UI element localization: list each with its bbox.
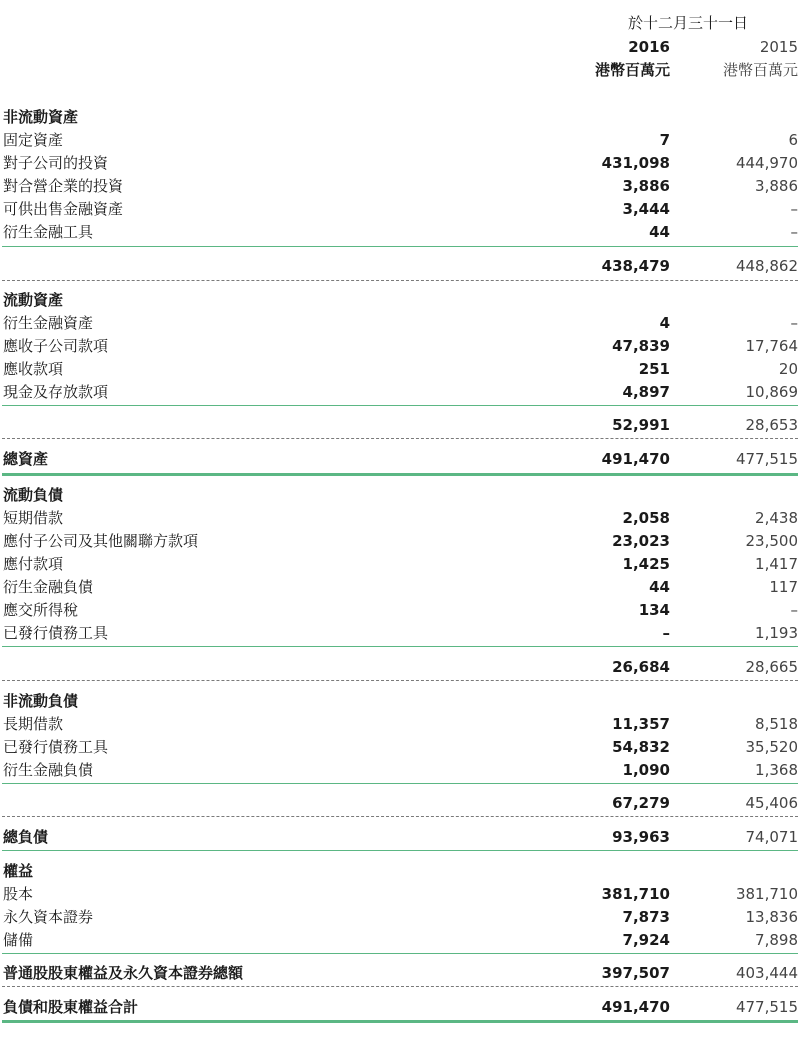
value-2015: 381,710 [735,885,798,903]
value-2015: 23,500 [745,532,798,550]
row-label: 長期借款 [3,715,64,733]
value-2016: 3,444 [622,200,670,218]
value-2015: 6 [788,131,798,149]
value-2016: 47,839 [612,337,670,355]
value-2016: 44 [649,223,670,241]
row-label: 固定資產 [3,131,64,149]
value-2015: – [790,314,798,332]
subtotal-row [0,414,800,437]
value-2015: 3,886 [755,177,798,195]
row-label: 現金及存放款項 [3,383,109,401]
value-2016: 52,991 [612,416,670,434]
table-row [0,152,800,175]
value-2015: 8,518 [755,715,798,733]
value-2016: – [662,624,670,642]
value-2016: 2,058 [622,509,670,527]
value-2016: 431,098 [601,154,670,172]
table-row [0,221,800,244]
value-2015: 477,515 [735,450,798,468]
row-label: 短期借款 [3,509,64,527]
value-2016: 1,425 [622,555,670,573]
table-row [0,883,800,906]
section-heading [0,106,800,129]
row-label: 總負債 [3,828,49,846]
value-2015: 35,520 [745,738,798,756]
value-2015: 1,193 [755,624,798,642]
section-heading [0,690,800,713]
row-label: 永久資本證券 [3,908,94,926]
value-2015: 1,417 [755,555,798,573]
period-header: 於十二月三十一日 [627,14,748,32]
table-row [0,530,800,553]
year-current-header: 2016 [628,38,670,56]
value-2016: 4 [659,314,670,332]
table-row [0,759,800,782]
value-2015: 28,653 [745,416,798,434]
table-row [0,576,800,599]
value-2015: 13,836 [745,908,798,926]
value-2016: 44 [649,578,670,596]
dashed-separator [2,680,798,681]
table-row [0,358,800,381]
row-label: 已發行債務工具 [3,738,109,756]
total-row [0,962,800,985]
value-2015: 7,898 [755,931,798,949]
dashed-separator [2,816,798,817]
row-label: 已發行債務工具 [3,624,109,642]
value-2016: 26,684 [612,658,670,676]
rule-separator [2,850,798,851]
row-label: 權益 [3,862,34,880]
table-row [0,599,800,622]
value-2015: 448,862 [735,257,798,275]
value-2016: 397,507 [601,964,670,982]
rule-separator [2,783,798,784]
row-label: 負債和股東權益合計 [3,998,139,1016]
dashed-separator [2,438,798,439]
unit-prior-header: 港幣百萬元 [722,61,798,79]
dashed-separator [2,280,798,281]
rule-separator [2,646,798,647]
value-2015: 117 [769,578,798,596]
rule-separator [2,473,798,476]
row-label: 衍生金融工具 [3,223,94,241]
table-row [0,381,800,404]
value-2015: 1,368 [755,761,798,779]
value-2016: 23,023 [612,532,670,550]
row-label: 應收款項 [3,360,64,378]
row-label: 對合營企業的投資 [3,177,124,195]
table-row [0,198,800,221]
value-2016: 54,832 [612,738,670,756]
table-row [0,129,800,152]
value-2016: 251 [638,360,670,378]
row-label: 非流動資產 [3,108,79,126]
year-prior-header: 2015 [759,38,798,56]
table-row [0,175,800,198]
value-2016: 7,873 [622,908,670,926]
value-2015: – [790,223,798,241]
row-label: 應交所得稅 [3,601,79,619]
unit-current-header: 港幣百萬元 [594,61,670,79]
row-label: 流動負債 [3,486,64,504]
value-2016: 438,479 [601,257,670,275]
value-2016: 3,886 [622,177,670,195]
total-row [0,448,800,471]
value-2016: 4,897 [622,383,670,401]
section-heading [0,289,800,312]
row-label: 衍生金融負債 [3,761,94,779]
row-label: 應收子公司款項 [3,337,109,355]
value-2015: 28,665 [745,658,798,676]
dashed-separator [2,986,798,987]
subtotal-row [0,656,800,679]
value-2015: 477,515 [735,998,798,1016]
value-2016: 134 [638,601,670,619]
table-row [0,622,800,645]
row-label: 總資產 [3,450,49,468]
value-2015: 17,764 [745,337,798,355]
rule-separator [2,953,798,954]
row-label: 應付子公司及其他關聯方款項 [3,532,199,550]
table-row [0,553,800,576]
value-2016: 7,924 [622,931,670,949]
rule-separator [2,246,798,247]
table-row [0,906,800,929]
row-label: 對子公司的投資 [3,154,109,172]
value-2015: 403,444 [735,964,798,982]
rule-separator [2,1020,798,1023]
total-row [0,826,800,849]
value-2016: 1,090 [622,761,670,779]
value-2016: 93,963 [612,828,670,846]
value-2015: 444,970 [735,154,798,172]
section-heading [0,484,800,507]
table-row [0,335,800,358]
value-2016: 11,357 [612,715,670,733]
value-2016: 491,470 [601,450,670,468]
table-row [0,507,800,530]
value-2016: 67,279 [612,794,670,812]
section-heading [0,860,800,883]
subtotal-row [0,792,800,815]
value-2015: 74,071 [745,828,798,846]
table-row [0,736,800,759]
table-row [0,312,800,335]
value-2016: 7 [659,131,670,149]
table-row [0,713,800,736]
row-label: 非流動負債 [3,692,79,710]
row-label: 可供出售金融資產 [3,200,124,218]
value-2015: 2,438 [755,509,798,527]
total-row [0,996,800,1019]
value-2015: – [790,200,798,218]
value-2015: 10,869 [745,383,798,401]
row-label: 應付款項 [3,555,64,573]
value-2015: – [790,601,798,619]
rule-separator [2,405,798,406]
row-label: 普通股股東權益及永久資本證券總額 [3,964,244,982]
value-2016: 381,710 [601,885,670,903]
row-label: 流動資產 [3,291,64,309]
subtotal-row [0,255,800,278]
row-label: 衍生金融資產 [3,314,94,332]
row-label: 衍生金融負債 [3,578,94,596]
row-label: 儲備 [3,931,34,949]
table-row [0,929,800,952]
value-2015: 20 [778,360,798,378]
value-2015: 45,406 [745,794,798,812]
value-2016: 491,470 [601,998,670,1016]
row-label: 股本 [3,885,34,903]
